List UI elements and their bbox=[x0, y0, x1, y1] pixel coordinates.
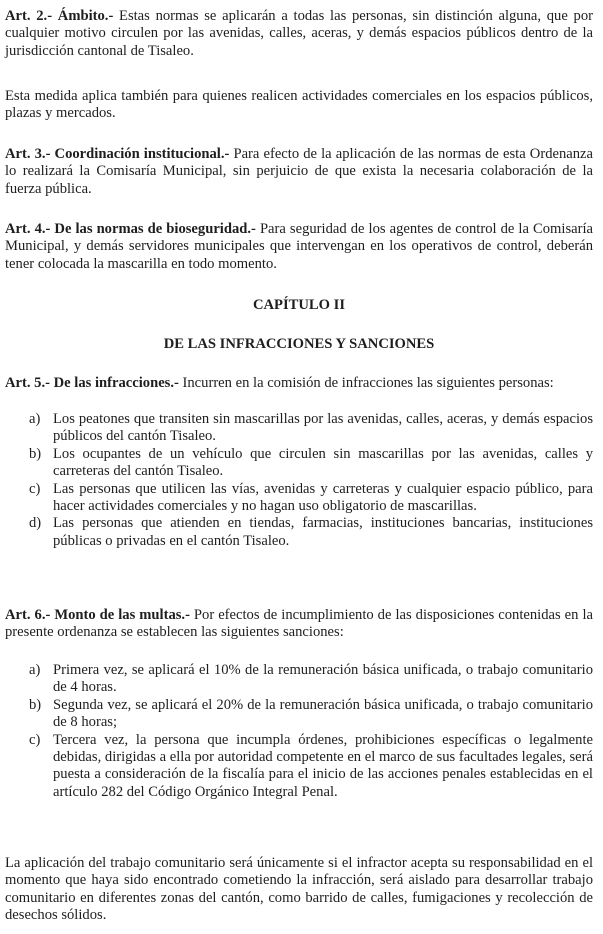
list-item bbox=[29, 732, 593, 802]
art6-body: Por efectos de incumplimiento de las disposiciones contenidas en la presente ordenanza se establecen las siguientes sanciones: bbox=[5, 607, 593, 641]
list-item-text: Tercera vez, la persona que incumpla órdenes, prohibiciones específicas o legalmente debidas, dirigidas a ella por autoridad competente en el marco de sus facultades legales, será puesta a consideración de la fiscalía para el inicio de las acciones penales establecidas en el artículo 282 del Código Orgánico Integral Penal. bbox=[53, 731, 593, 800]
list-item-text: Primera vez, se aplicará el 10% de la remuneración básica unificada, o trabajo comunitario de 4 horas. bbox=[53, 662, 593, 696]
chapter-subtitle: DE LAS INFRACCIONES Y SANCIONES bbox=[163, 336, 435, 352]
list-marker: a) bbox=[29, 411, 41, 427]
art5-body: Incurren en la comisión de infracciones las siguientes personas: bbox=[178, 375, 554, 391]
art5-heading: Art. 5.- De las infracciones.- bbox=[5, 375, 179, 391]
art2-body: Estas normas se aplicarán a todas las personas, sin distinción alguna, que por cualquier motivo circulen por las avenidas, calles, aceras, y demás espacios públicos dentro de la jurisdicción cantonal de Tisaleo. bbox=[5, 8, 593, 59]
list-item-text: Los peatones que transiten sin mascarillas por las avenidas, calles, aceras, y demás espacios públicos del cantón Tisaleo. bbox=[53, 411, 593, 445]
chapter-title: CAPÍTULO II bbox=[252, 297, 346, 313]
art6-paragraph bbox=[5, 607, 593, 642]
list-item-text: Las personas que utilicen las vías, avenidas y carreteras y cualquier espacio público, para hacer actividades comerciales y no hagan uso obligatorio de mascarillas. bbox=[53, 480, 593, 515]
list-item-text: Los ocupantes de un vehículo que circulen sin mascarillas por las avenidas, calles y carreteras del cantón Tisaleo. bbox=[53, 445, 593, 480]
art5-paragraph bbox=[5, 375, 593, 392]
closing-paragraph: La aplicación del trabajo comunitario será únicamente si el infractor acepta su responsabilidad en el momento que haya sido encontrado cometiendo la infracción, será aislado para desarrollar trabajo comunitario en diferentes zonas del cantón, como barrido de calles, fumigaciones y recolección de desechos sólidos. bbox=[5, 855, 593, 924]
art3-body: Para efecto de la aplicación de las normas de esta Ordenanza lo realizará la Comisaría Municipal, sin perjuicio de que exista la necesaria colaboración de la fuerza pública. bbox=[5, 146, 593, 197]
art4-heading: Art. 4.- De las normas de bioseguridad.- bbox=[5, 221, 256, 237]
list-item bbox=[29, 481, 593, 516]
art6-heading: Art. 6.- Monto de las multas.- bbox=[5, 607, 190, 623]
list-item-text: Segunda vez, se aplicará el 20% de la remuneración básica unificada, o trabajo comunitario de 8 horas; bbox=[53, 696, 593, 731]
list-item bbox=[29, 446, 593, 481]
art5-list bbox=[29, 411, 593, 550]
list-marker: b) bbox=[29, 445, 42, 462]
art2-paragraph bbox=[5, 8, 593, 60]
list-marker: c) bbox=[29, 731, 41, 748]
list-marker: d) bbox=[29, 515, 42, 532]
art6-list bbox=[29, 662, 593, 801]
list-item bbox=[29, 697, 593, 732]
art2-paragraph-2: Esta medida aplica también para quienes realicen actividades comerciales en los espacios públicos, plazas y mercados. bbox=[5, 88, 593, 122]
list-item-text: Las personas que atienden en tiendas, farmacias, instituciones bancarias, instituciones públicas o privadas en el cantón Tisaleo. bbox=[53, 515, 593, 549]
list-marker: c) bbox=[29, 480, 41, 497]
art3-heading: Art. 3.- Coordinación institucional.- bbox=[5, 146, 230, 162]
art2-heading: Art. 2.- Ámbito.- bbox=[5, 8, 114, 24]
art4-paragraph bbox=[5, 221, 593, 273]
art4-body: Para seguridad de los agentes de control de la Comisaría Municipal, y demás servidores municipales que intervengan en los operativos de control, deberán tener colocada la mascarilla en todo momento. bbox=[5, 221, 593, 272]
art3-paragraph bbox=[5, 146, 593, 198]
list-item bbox=[29, 515, 593, 550]
list-item bbox=[29, 411, 593, 446]
list-item bbox=[29, 662, 593, 697]
list-marker: a) bbox=[29, 662, 41, 678]
list-marker: b) bbox=[29, 696, 42, 713]
